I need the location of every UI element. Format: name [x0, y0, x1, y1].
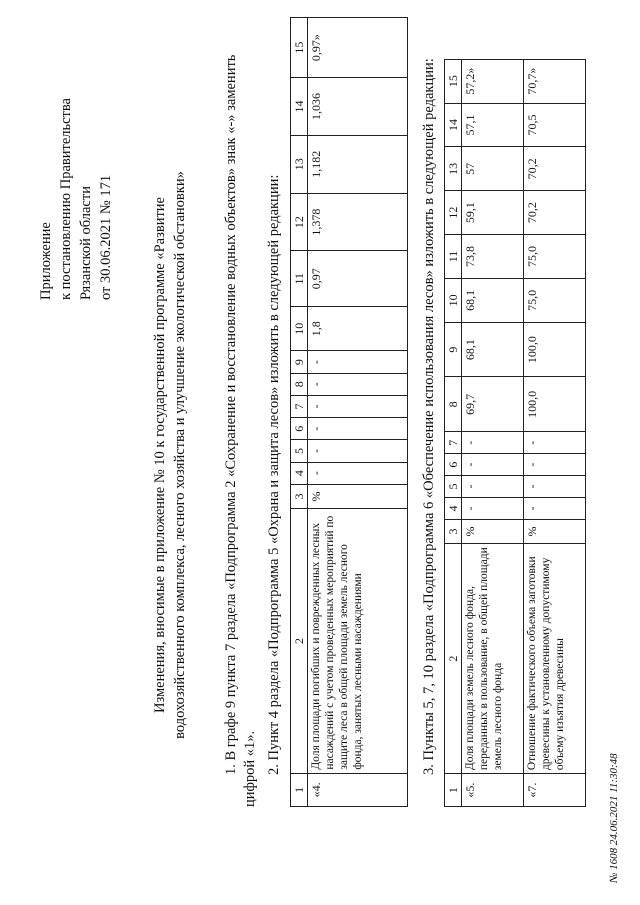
table-subprogram-6 [444, 17, 586, 807]
header-cell: 2 [291, 509, 308, 773]
header-cell: 3 [291, 484, 308, 508]
value-cell: 59,1 [462, 191, 524, 235]
header-cell: 7 [291, 395, 308, 417]
paragraph-1-line-1: 1. В графе 9 пункта 7 раздела «Подпрограмма 2 «Сохранение и восстановление водных объектов» знак «-» заменить [223, 54, 239, 775]
appendix-line: Приложение [38, 222, 54, 300]
table-row [308, 18, 408, 807]
table-subprogram-5 [290, 17, 408, 807]
paragraph-2: 2. Пункт 4 раздела «Подпрограмма 5 «Охрана и защита лесов» изложить в следующей редакции: [266, 174, 282, 775]
paragraph-1-line-2: цифрой «1». [242, 730, 258, 807]
value-cell: 0,97 [308, 251, 408, 307]
header-cell: 14 [445, 103, 462, 147]
value-cell: 57,1 [462, 103, 524, 147]
header-cell: 15 [445, 59, 462, 103]
header-cell: 2 [445, 544, 462, 774]
value-cell: 70,5 [524, 103, 586, 147]
appendix-block [36, 60, 116, 300]
value-cell: 70,2 [524, 191, 586, 235]
value-cell: 75,0 [524, 235, 586, 279]
header-cell: 10 [445, 278, 462, 322]
appendix-line: к постановлению Правительства [58, 98, 74, 300]
value-cell: 70,7» [524, 59, 586, 103]
value-cell: 1,378 [308, 193, 408, 251]
title-line: водохозяйственного комплекса, лесного хозяйства и улучшение экологической обстановки» [172, 171, 188, 739]
value-cell: 57,2» [462, 59, 524, 103]
value-cell: % [462, 519, 524, 543]
value-cell: - [462, 432, 524, 454]
paragraph-3: 3. Пункты 5, 7, 10 раздела «Подпрограмма 6 «Обеспечение использования лесов» изложить в следующей редакции: [421, 58, 437, 775]
header-cell: 12 [291, 193, 308, 251]
header-cell: 7 [445, 432, 462, 454]
appendix-line: от 30.06.2021 № 171 [98, 174, 114, 300]
value-cell: «5. [462, 774, 524, 807]
value-cell: - [524, 432, 586, 454]
title-line: Изменения, вносимые в приложение № 10 к государственной программе «Развитие [152, 197, 168, 713]
indicator-name-cell: Доля площади земель лесного фонда, переданных в пользование, в общей площади земель лесного фонда [462, 544, 524, 774]
value-cell: % [524, 519, 586, 543]
value-cell: - [308, 351, 408, 373]
table-row [462, 18, 524, 807]
header-cell: 10 [291, 307, 308, 351]
header-cell: 3 [445, 519, 462, 543]
value-cell: - [308, 462, 408, 484]
value-cell: 0,97» [308, 18, 408, 78]
header-cell: 11 [445, 235, 462, 279]
value-cell: 68,1 [462, 278, 524, 322]
table-header-row [445, 18, 462, 807]
indicator-name-cell: Доля площади погибших и поврежденных лесных насаждений с учетом проведенных мероприятий по защите леса в общей площади земель лесного фонда, занятых лесными насаждениями [308, 509, 408, 773]
value-cell: - [462, 454, 524, 476]
header-cell: 12 [445, 191, 462, 235]
header-cell: 15 [291, 18, 308, 78]
value-cell: 1,182 [308, 135, 408, 193]
table-header-row [291, 18, 308, 807]
value-cell: 69,7 [462, 377, 524, 432]
value-cell: «7. [524, 774, 586, 807]
header-cell: 4 [445, 498, 462, 520]
value-cell: - [308, 395, 408, 417]
value-cell: 100,0 [524, 322, 586, 377]
header-cell: 5 [445, 476, 462, 498]
header-cell: 8 [445, 377, 462, 432]
header-cell: 9 [291, 351, 308, 373]
value-cell: 1,8 [308, 307, 408, 351]
registration-stamp-text: № 1608 24.06.2021 11:30:48 [608, 753, 620, 883]
value-cell: - [308, 418, 408, 440]
header-cell: 13 [291, 135, 308, 193]
header-cell: 6 [445, 454, 462, 476]
value-cell: 75,0 [524, 278, 586, 322]
value-cell: 68,1 [462, 322, 524, 377]
value-cell: «4. [308, 773, 408, 806]
indicator-name-cell: Отношение фактического объема заготовки древесины к установленному допустимому объему изъятия древесины [524, 544, 586, 774]
value-cell: 70,2 [524, 147, 586, 191]
header-cell: 5 [291, 440, 308, 462]
value-cell: - [524, 454, 586, 476]
header-cell: 14 [291, 78, 308, 136]
value-cell: - [462, 498, 524, 520]
header-cell: 11 [291, 251, 308, 307]
value-cell: - [462, 476, 524, 498]
header-cell: 1 [291, 773, 308, 806]
value-cell: 100,0 [524, 377, 586, 432]
document-title [150, 35, 190, 875]
value-cell: - [308, 440, 408, 462]
appendix-line: Рязанской области [78, 186, 94, 300]
value-cell: 1,036 [308, 78, 408, 136]
value-cell: - [524, 476, 586, 498]
value-cell: - [308, 373, 408, 395]
header-cell: 9 [445, 322, 462, 377]
value-cell: - [524, 498, 586, 520]
table-row [524, 18, 586, 807]
header-cell: 4 [291, 462, 308, 484]
value-cell: 73,8 [462, 235, 524, 279]
value-cell: 57 [462, 147, 524, 191]
header-cell: 8 [291, 373, 308, 395]
value-cell: % [308, 484, 408, 508]
header-cell: 6 [291, 418, 308, 440]
header-cell: 1 [445, 774, 462, 807]
header-cell: 13 [445, 147, 462, 191]
